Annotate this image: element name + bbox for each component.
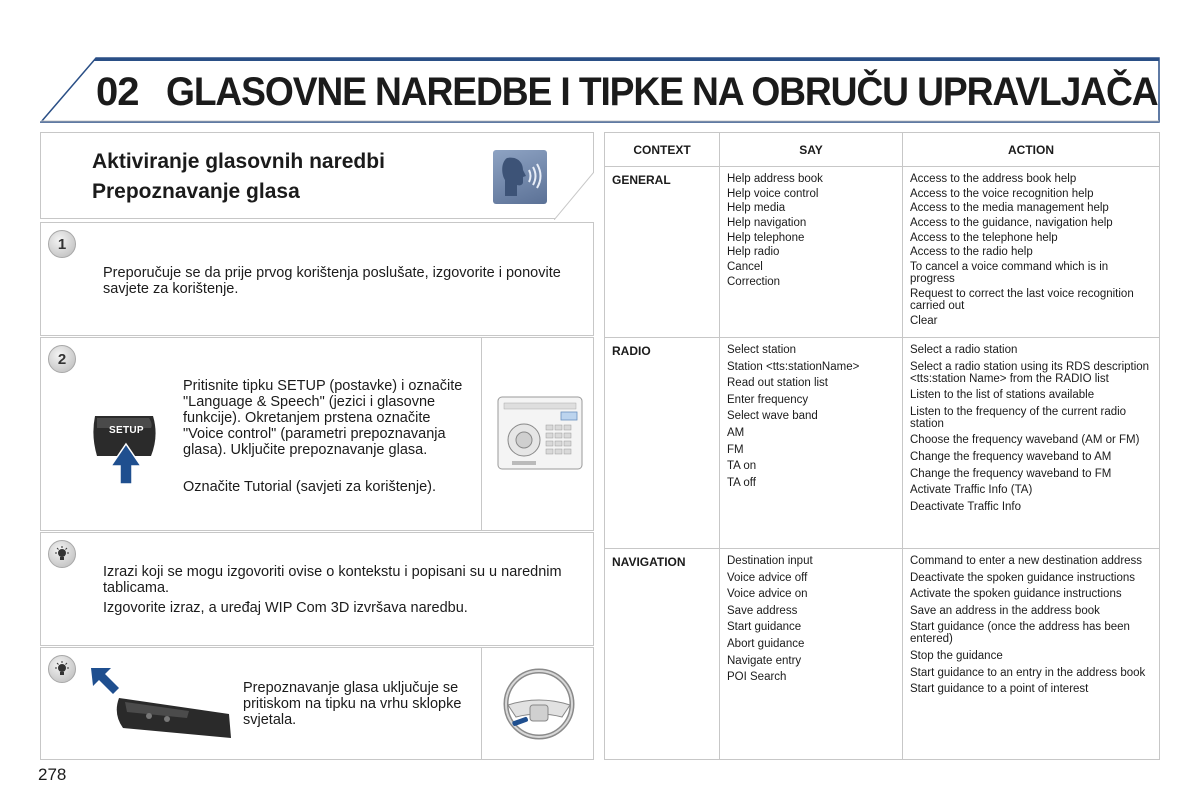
table-row	[605, 549, 1160, 760]
context-cell: GENERAL	[605, 167, 720, 338]
say-item: Navigate entry	[727, 654, 802, 667]
say-item: Abort guidance	[727, 637, 805, 650]
chapter-title: GLASOVNE NAREDBE I TIPKE NA OBRUČU UPRAVLJAČA	[166, 70, 1158, 114]
say-item: Help navigation	[727, 217, 807, 230]
action-item: Activate the spoken guidance instructions	[910, 588, 1122, 601]
action-item: Choose the frequency waveband (AM or FM)	[910, 434, 1140, 447]
tip-2-panel	[40, 647, 594, 760]
step-2-text: Pritisnite tipku SETUP (postavke) i označite "Language & Speech" (jezici i glasovne funkcije). Okretanjem prstena označite "Voice control" (parametri prepoznavanja glasa). Uključite prepoznavanje glasa.	[183, 378, 463, 458]
page-number: 278	[38, 765, 67, 784]
action-item: Deactivate the spoken guidance instructions	[910, 571, 1136, 584]
action-cell	[903, 338, 1160, 549]
section-heading-panel	[40, 132, 594, 219]
steering-wheel-illustration	[481, 647, 595, 760]
action-item: Request to correct the last voice recognition carried out	[910, 287, 1134, 312]
tip-1-text: Izrazi koji se mogu izgovoriti ovise o kontekstu i popisani su u narednim tablicama.	[103, 564, 562, 596]
say-item: Read out station list	[727, 377, 829, 390]
step-2-panel	[40, 337, 594, 531]
action-item: Save an address in the address book	[910, 604, 1100, 617]
say-item: Voice advice on	[727, 588, 808, 601]
say-cell	[720, 338, 903, 549]
section-title-line1: Aktiviranje glasovnih naredbi	[92, 150, 385, 173]
action-item: Activate Traffic Info (TA)	[910, 484, 1033, 497]
tip-1-text-second: Izgovorite izraz, a uređaj WIP Com 3D izvršava naredbu.	[103, 600, 468, 616]
column-header-say: SAY	[720, 133, 903, 167]
column-header-context: CONTEXT	[605, 133, 720, 167]
step-number-badge: 1	[48, 230, 76, 258]
voice-command-table	[604, 132, 1160, 760]
action-item: Access to the address book help	[910, 173, 1077, 185]
say-item: Voice advice off	[727, 571, 808, 584]
say-item: Select station	[727, 344, 797, 356]
action-item: Change the frequency waveband to FM	[910, 467, 1112, 480]
say-item: AM	[727, 426, 745, 439]
action-item: Access to the guidance, navigation help	[910, 217, 1113, 230]
say-item: Help media	[727, 202, 786, 215]
tip-1-panel	[40, 532, 594, 646]
step-2-text-tutorial: Označite Tutorial (savjeti za korištenje).	[183, 479, 437, 495]
say-item: TA off	[727, 476, 756, 489]
say-cell	[720, 167, 903, 338]
say-item: FM	[727, 443, 744, 456]
action-item: Change the frequency waveband to AM	[910, 450, 1112, 463]
action-item: Access to the voice recognition help	[910, 187, 1094, 200]
column-header-action: ACTION	[903, 133, 1160, 167]
table-row	[605, 338, 1160, 549]
voice-recognition-icon	[493, 150, 547, 204]
lighting-stalk-illustration	[89, 666, 239, 746]
lightbulb-icon	[48, 655, 76, 683]
say-item: Destination input	[727, 555, 813, 567]
action-cell	[903, 167, 1160, 338]
table-header-row	[605, 133, 1160, 167]
corner-cut-decoration	[554, 132, 594, 220]
setup-button-label: SETUP	[109, 425, 144, 436]
say-item: Correction	[727, 275, 781, 288]
action-item: Command to enter a new destination address	[910, 555, 1143, 567]
action-item: Select a radio station	[910, 344, 1018, 356]
action-item: Listen to the frequency of the current radio station	[910, 405, 1127, 430]
action-item: To cancel a voice command which is in progress	[910, 261, 1109, 286]
action-item: Stop the guidance	[910, 649, 1003, 662]
say-cell	[720, 549, 903, 760]
action-item: Start guidance (once the address has been entered)	[910, 621, 1130, 646]
action-item: Select a radio station using its RDS description <tts:station Name> from the RADIO list	[910, 360, 1150, 385]
tip-2-text: Prepoznavanje glasa uključuje se pritiskom na tipku na vrhu sklopke svjetala.	[243, 680, 462, 728]
chapter-number: 02	[96, 70, 139, 114]
say-item: Select wave band	[727, 410, 818, 423]
action-item: Listen to the list of stations available	[910, 389, 1095, 402]
action-item: Access to the radio help	[910, 246, 1033, 259]
step-number-badge: 2	[48, 345, 76, 373]
say-item: Help address book	[727, 173, 823, 185]
say-item: Start guidance	[727, 621, 802, 634]
say-item: POI Search	[727, 671, 787, 684]
action-item: Clear	[910, 314, 938, 327]
say-item: Help voice control	[727, 187, 819, 200]
context-cell: NAVIGATION	[605, 549, 720, 760]
section-title-line2: Prepoznavanje glasa	[92, 180, 300, 203]
lightbulb-icon	[48, 540, 76, 568]
context-cell: RADIO	[605, 338, 720, 549]
say-item: Station <tts:stationName>	[727, 360, 860, 373]
say-item: Enter frequency	[727, 393, 809, 406]
action-item: Deactivate Traffic Info	[910, 500, 1022, 513]
radio-unit-illustration	[481, 337, 595, 531]
table-row	[605, 167, 1160, 338]
say-item: Cancel	[727, 261, 763, 274]
action-item: Access to the telephone help	[910, 231, 1058, 244]
action-item: Start guidance to a point of interest	[910, 683, 1089, 696]
step-1-panel	[40, 222, 594, 336]
say-item: Save address	[727, 604, 798, 617]
say-item: Help telephone	[727, 231, 805, 244]
say-item: Help radio	[727, 246, 780, 259]
action-item: Start guidance to an entry in the address book	[910, 666, 1146, 679]
say-item: TA on	[727, 460, 757, 473]
step-1-text: Preporučuje se da prije prvog korištenja poslušate, izgovorite i ponovite savjete za korištenje.	[103, 265, 561, 297]
action-item: Access to the media management help	[910, 202, 1109, 215]
action-cell	[903, 549, 1160, 760]
